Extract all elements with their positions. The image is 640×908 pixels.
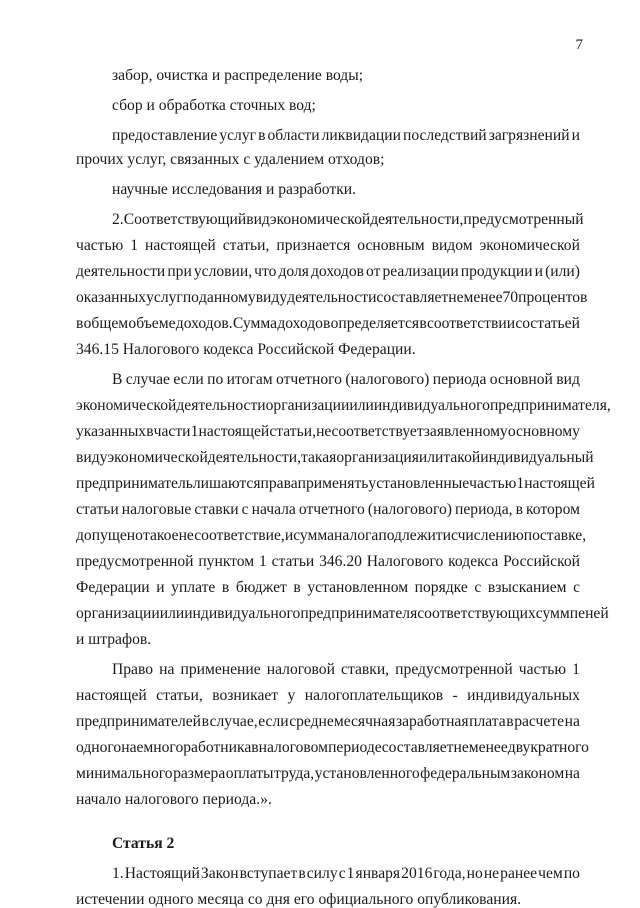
text-line: деятельности при условии, что доля доходов от реализации продукции и (или) — [76, 263, 580, 280]
text-line: Право на применение налоговой ставки, предусмотренной частью 1 — [112, 661, 580, 678]
article-heading: Статья 2 — [112, 835, 175, 852]
text-line: начало налогового периода.». — [76, 791, 272, 808]
text-line: экономической деятельности организации или индивидуального предпринимателя, — [76, 397, 611, 414]
text-line: в общем объеме доходов. Сумма доходов определяется в соответствии со статьей — [76, 315, 580, 332]
text-line: минимального размера оплаты труда, установленного федеральным законом на — [76, 765, 580, 782]
text-line: статьи налоговые ставки с начала отчетного (налогового) периода, в котором — [76, 501, 580, 518]
text-line: и штрафов. — [76, 631, 152, 648]
text-line: 346.15 Налогового кодекса Российской Федерации. — [76, 341, 416, 358]
text-line: оказанных услуг по данному виду деятельности составляет не менее 70 процентов — [76, 289, 588, 306]
text-line: 2. Соответствующий вид экономической деятельности, предусмотренный — [112, 211, 584, 228]
text-line: Федерации и уплате в бюджет в установленном порядке с взысканием с — [76, 579, 580, 596]
text-line: научные исследования и разработки. — [112, 181, 357, 198]
text-line: предприниматель лишаются права применять установленные частью 1 настоящей — [76, 475, 595, 492]
text-line: предоставление услуг в области ликвидации последствий загрязнений и — [112, 127, 580, 144]
text-line: прочих услуг, связанных с удалением отходов; — [76, 151, 385, 168]
text-line: указанных в части 1 настоящей статьи, не соответствует заявленному основному — [76, 423, 580, 440]
text-line: настоящей статьи, возникает у налогоплательщиков - индивидуальных — [76, 687, 580, 704]
text-line: допущено такое несоответствие, и сумма налога подлежит исчислению по ставке, — [76, 527, 587, 544]
page-number: 7 — [575, 37, 583, 53]
text-line: организации или индивидуального предпринимателя соответствующих сумм пеней — [76, 605, 609, 622]
text-line: забор, очистка и распределение воды; — [112, 67, 364, 84]
text-line: 1. Настоящий Закон вступает в силу с 1 января 2016 года, но не ранее чем по — [112, 865, 580, 882]
text-line: виду экономической деятельности, такая организация или такой индивидуальный — [76, 449, 594, 466]
text-line: предусмотренной пунктом 1 статьи 346.20 Налогового кодекса Российской — [76, 553, 580, 570]
text-line: сбор и обработка сточных вод; — [112, 97, 316, 114]
text-line: одного наемного работника в налоговом периоде составляет не менее двукратного — [76, 739, 589, 756]
text-line: предпринимателей в случае, если среднемесячная заработная плата в расчете на — [76, 713, 580, 730]
text-line: частью 1 настоящей статьи, признается основным видом экономической — [76, 237, 580, 254]
text-line: истечении одного месяца со дня его официального опубликования. — [76, 891, 522, 908]
text-line: В случае если по итогам отчетного (налогового) периода основной вид — [112, 371, 580, 388]
